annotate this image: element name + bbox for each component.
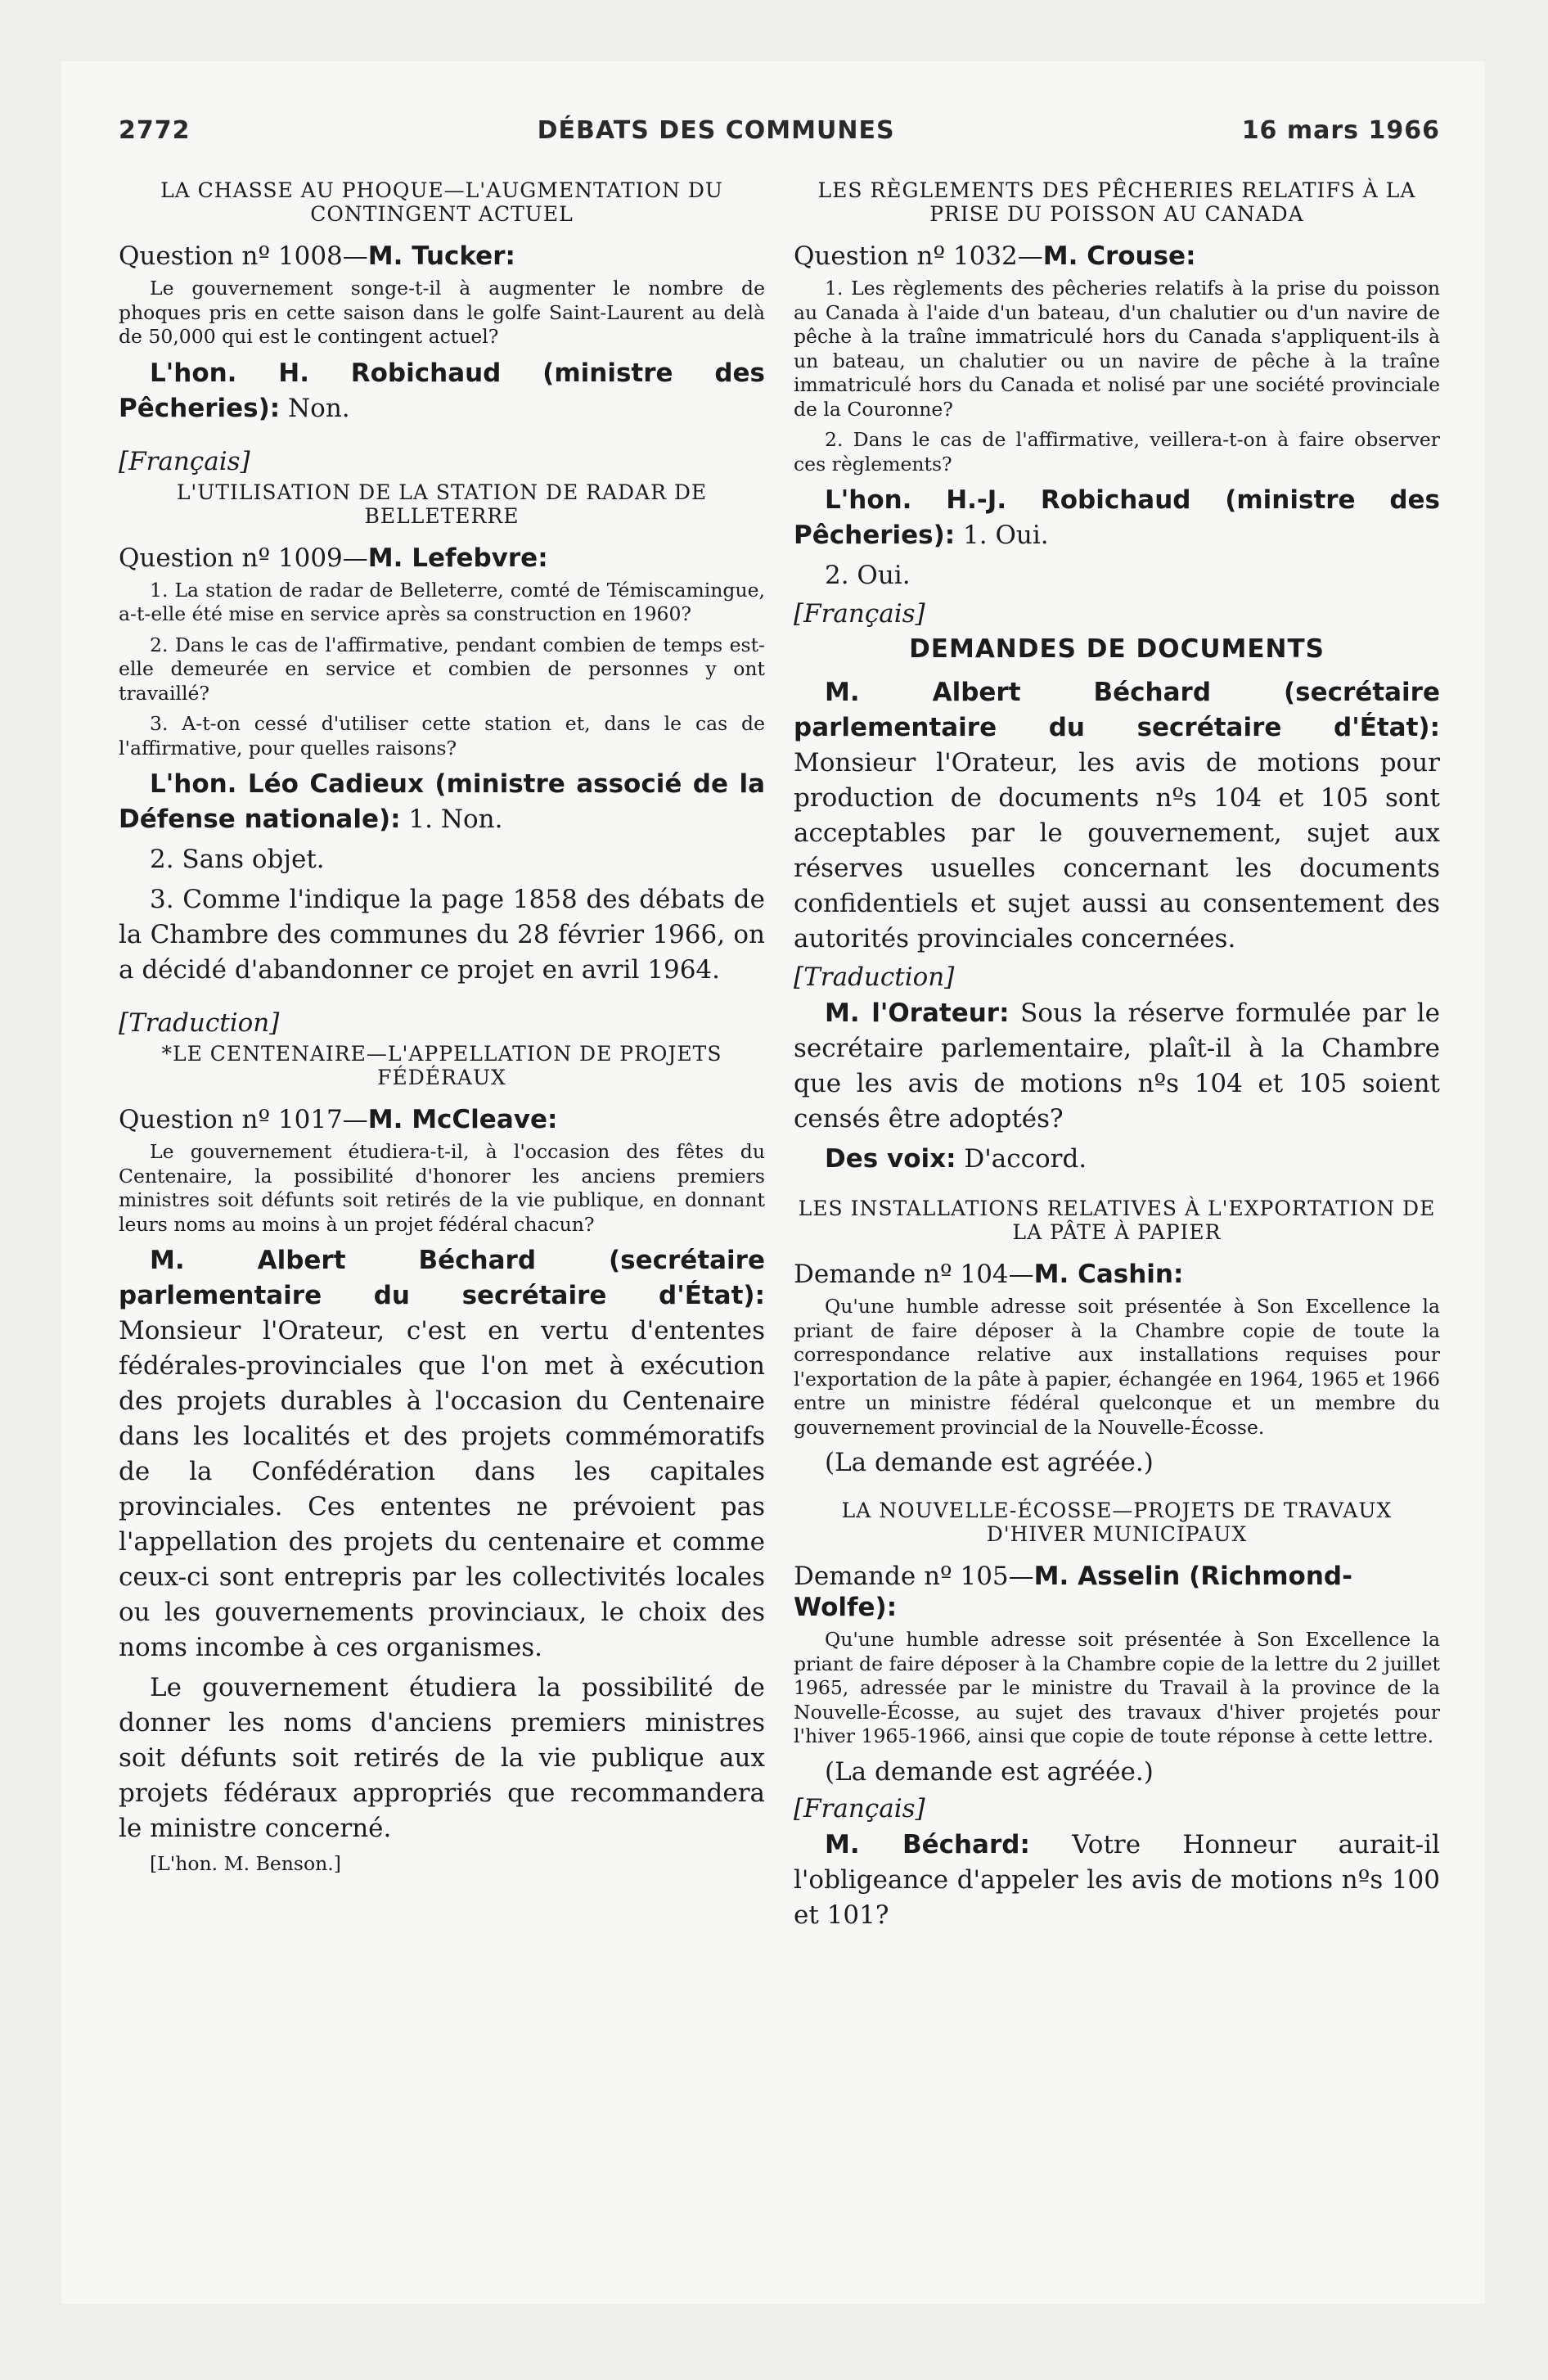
section-title: DEMANDES DE DOCUMENTS — [909, 634, 1325, 664]
speaker-name: L'hon. H.-J. Robichaud (ministre des Pêcheries): — [794, 485, 1440, 550]
question-text: 1. Les règlements des pêcheries relatifs à la prise du poisson au Canada à l'aide d'un bateau, d'un chalutier ou d'un navire de pêche à la traîne immatriculé hors du Canada s'appliquent-ils à un bateau, un chalutier ou un navire de pêche à la traîne immatriculé hors du Canada et nolisé par une société provinciale de la Couronne? — [794, 277, 1440, 421]
speaker-name: M. McCleave: — [367, 1105, 558, 1134]
speaker-name: M. Crouse: — [1042, 241, 1196, 271]
answer — [794, 1828, 1440, 1933]
answer-text: Monsieur l'Orateur, c'est en vertu d'ententes fédérales-provinciales que l'on met à exécution des projets durables à l'occasion du Centenaire dans les localités et des projets commémoratifs de la Confédération dans les capitales provinciales. Ces ententes ne prévoient pas l'appellation des projets du centenaire et comme ceux-ci sont entrepris par les collectivités locales ou les gouvernements provinciaux, le choix des noms incombe à ces organismes. — [119, 1316, 765, 1662]
right-column — [794, 178, 1440, 1938]
section-heading: L'UTILISATION DE LA STATION DE RADAR DE BELLETERRE — [176, 480, 708, 528]
section-heading: *LE CENTENAIRE—L'APPELLATION DE PROJETS FÉDÉRAUX — [161, 1042, 722, 1089]
speaker-name: M. Lefebvre: — [367, 543, 548, 573]
answer-text: Le gouvernement étudiera la possibilité de donner les noms d'anciens premiers ministres soit défunts soit retirés de la vie publique aux projets fédéraux appropriés que recommandera le ministre concerné. — [119, 1673, 765, 1843]
section-heading: LA CHASSE AU PHOQUE—L'AUGMENTATION DU CONTINGENT ACTUEL — [160, 178, 723, 226]
journal-title: DÉBATS DES COMMUNES — [537, 116, 895, 145]
answer — [794, 483, 1440, 553]
speaker-name: L'hon. Léo Cadieux (ministre associé de la Défense nationale): — [119, 769, 765, 834]
speaker-note: [L'hon. M. Benson.] — [150, 1852, 341, 1875]
section-heading: LES RÈGLEMENTS DES PÊCHERIES RELATIFS À LA PRISE DU POISSON AU CANADA — [817, 178, 1416, 226]
answer-text: 1. Oui. — [963, 521, 1049, 550]
language-tag: [Français] — [794, 599, 925, 629]
speaker-name: M. Tucker: — [367, 241, 515, 271]
question-text: Le gouvernement étudiera-t-il, à l'occasion des fêtes du Centenaire, la possibilité d'honorer les anciens premiers ministres soit défunts soit retirés de la vie publique, en donnant leurs noms au moins à un projet fédéral chacun? — [119, 1140, 765, 1236]
answer-text: Votre Honneur aurait-il l'obligeance d'appeler les avis de motions nºs 100 et 101? — [794, 1829, 1441, 1930]
speaker-name: M. Béchard: — [825, 1829, 1030, 1859]
answer-text: 2. Oui. — [825, 561, 911, 590]
section-heading: LA NOUVELLE-ÉCOSSE—PROJETS DE TRAVAUX D'HIVER MUNICIPAUX — [841, 1499, 1393, 1546]
speaker-name: Des voix: — [825, 1144, 956, 1174]
question-line — [119, 543, 765, 574]
answer-text: D'accord. — [964, 1144, 1087, 1174]
answer-text: Monsieur l'Orateur, les avis de motions pour production de documents nºs 104 et 105 sont acceptables par le gouvernement, sujet aux réserves usuelles concernant les documents confidentiels et sujet aussi au consentement des autorités provinciales concernées. — [794, 748, 1440, 953]
answer — [119, 767, 765, 837]
speaker-name: L'hon. H. Robichaud (ministre des Pêcheries): — [119, 358, 765, 423]
language-tag: [Traduction] — [794, 962, 955, 992]
answer — [794, 675, 1440, 957]
answer-text: Sous la réserve formulée par le secrétaire parlementaire, plaît-il à la Chambre que les avis de motions nºs 104 et 105 soient censés être adoptés? — [794, 998, 1440, 1134]
question-number: Question nº 1009— — [119, 543, 368, 573]
page-number: 2772 — [119, 116, 191, 145]
speaker-name: M. Asselin (Richmond-Wolfe): — [794, 1562, 1352, 1622]
question-text: Qu'une humble adresse soit présentée à Son Excellence la priant de faire déposer à la Chambre copie de toute la correspondance relative aux installations requises pour l'exportation de la pâte à papier, échangée en 1964, 1965 et 1966 entre un ministre fédéral quelconque et un membre du gouvernement provincial de la Nouvelle-Écosse. — [794, 1295, 1440, 1439]
question-line — [119, 241, 765, 272]
agreed-note: (La demande est agréée.) — [825, 1448, 1154, 1477]
language-tag: [Traduction] — [119, 1008, 280, 1038]
question-number: Demande nº 105— — [794, 1562, 1034, 1591]
speaker-name: M. Albert Béchard (secrétaire parlementaire du secrétaire d'État): — [119, 1246, 765, 1310]
question-line — [794, 1561, 1440, 1623]
page-header — [119, 116, 1440, 145]
language-tag: [Français] — [794, 1793, 925, 1823]
speaker-name: M. Cashin: — [1033, 1260, 1184, 1289]
question-text: Qu'une humble adresse soit présentée à Son Excellence la priant de faire déposer à la Chambre copie de la lettre du 2 juillet 1965, adressée par le ministre du Travail à la province de la Nouvelle-Écosse, au sujet des travaux d'hiver projetés pour l'hiver 1965-1966, ainsi que copie de toute réponse à cette lettre. — [794, 1628, 1440, 1747]
agreed-note: (La demande est agréée.) — [825, 1756, 1154, 1787]
language-tag: [Français] — [119, 446, 250, 476]
left-column — [119, 178, 765, 1876]
answer — [119, 356, 765, 426]
question-text: 3. A-t-on cessé d'utiliser cette station et, dans le cas de l'affirmative, pour quelles raisons? — [119, 712, 765, 760]
answer — [794, 996, 1440, 1137]
question-line — [794, 1259, 1440, 1290]
answer-text: 3. Comme l'indique la page 1858 des débats de la Chambre des communes du 28 février 1966, on a décidé d'abandonner ce projet en avril 1964. — [119, 885, 765, 985]
question-number: Demande nº 104— — [794, 1260, 1034, 1289]
question-text: 2. Dans le cas de l'affirmative, pendant combien de temps est-elle demeurée en service et combien de personnes y ont travaillé? — [119, 633, 765, 705]
section-heading: LES INSTALLATIONS RELATIVES À L'EXPORTATION DE LA PÂTE À PAPIER — [798, 1197, 1436, 1244]
question-text: Le gouvernement songe-t-il à augmenter le nombre de phoques pris en cette saison dans le golfe Saint-Laurent au delà de 50,000 qui est le contingent actuel? — [119, 277, 765, 348]
answer-text: 1. Non. — [408, 805, 503, 834]
question-text: 1. La station de radar de Belleterre, comté de Témiscamingue, a-t-elle été mise en service après sa construction en 1960? — [119, 578, 765, 625]
page-date: 16 mars 1966 — [1241, 116, 1440, 145]
answer — [794, 1142, 1440, 1177]
answer — [119, 1243, 765, 1666]
speaker-name: M. Albert Béchard (secrétaire parlementaire du secrétaire d'État): — [794, 678, 1440, 742]
question-text: 2. Dans le cas de l'affirmative, veillera-t-on à faire observer ces règlements? — [794, 428, 1440, 476]
question-line — [794, 241, 1440, 272]
question-number: Question nº 1008— — [119, 241, 368, 271]
speaker-name: M. l'Orateur: — [825, 998, 1010, 1028]
question-line — [119, 1104, 765, 1135]
answer-text: 2. Sans objet. — [150, 845, 325, 874]
question-number: Question nº 1032— — [794, 241, 1043, 271]
answer-text: Non. — [288, 393, 350, 423]
question-number: Question nº 1017— — [119, 1105, 368, 1134]
